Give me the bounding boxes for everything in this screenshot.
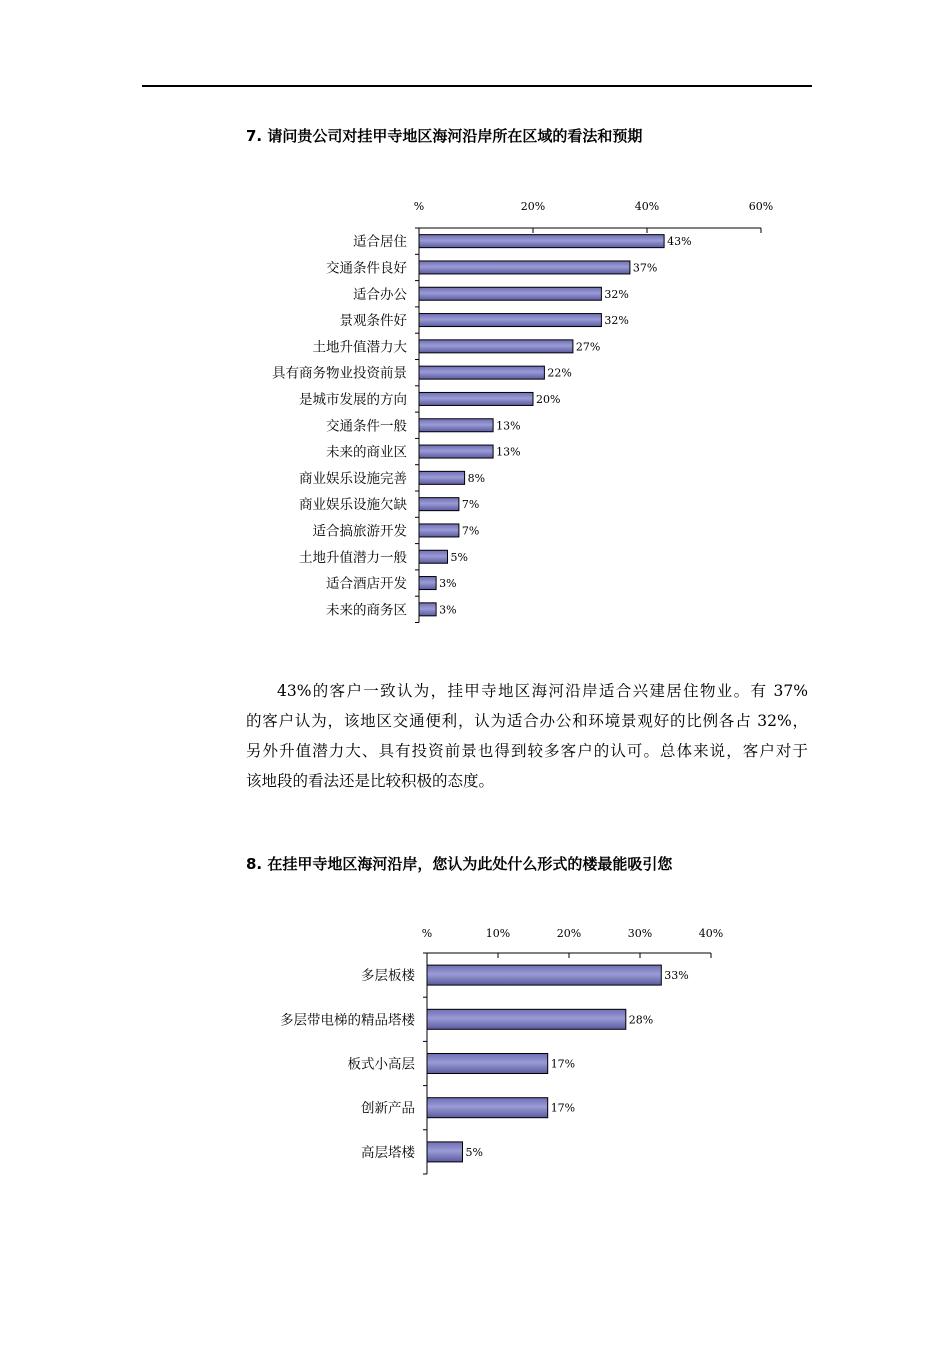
x-tick-label: 60% xyxy=(748,200,774,213)
category-label: 创新产品 xyxy=(361,1100,415,1117)
paragraph-line: 另外升值潜力大、具有投资前景也得到较多客户的认可。总体来说，客户对于 xyxy=(246,742,808,760)
category-label: 多层带电梯的精品塔楼 xyxy=(280,1012,415,1029)
data-label: 5% xyxy=(465,1145,483,1159)
bar xyxy=(419,524,459,537)
data-label: 3% xyxy=(439,577,457,591)
data-label: 37% xyxy=(632,261,658,275)
data-label: 28% xyxy=(628,1013,654,1027)
data-label: 3% xyxy=(439,603,457,617)
category-label: 适合酒店开发 xyxy=(326,576,407,593)
bar xyxy=(419,445,493,458)
bar xyxy=(419,471,465,484)
bar xyxy=(419,314,601,327)
category-label: 具有商务物业投资前景 xyxy=(272,365,407,382)
category-label: 未来的商业区 xyxy=(326,444,407,461)
category-label: 适合搞旅游开发 xyxy=(312,523,407,540)
chart-area-perception xyxy=(0,190,952,630)
data-label: 13% xyxy=(496,445,521,459)
bar xyxy=(427,1098,548,1118)
category-label: 是城市发展的方向 xyxy=(299,391,407,408)
category-label: 交通条件良好 xyxy=(326,260,407,277)
category-label: 板式小高层 xyxy=(347,1056,415,1073)
x-tick-label: 40% xyxy=(634,200,660,213)
category-label: 多层板楼 xyxy=(361,968,415,985)
paragraph-line: 43%的客户一致认为，挂甲寺地区海河沿岸适合兴建居住物业。有 37% xyxy=(277,682,808,700)
data-label: 32% xyxy=(604,314,629,328)
bar xyxy=(419,577,436,590)
bar xyxy=(427,1009,626,1029)
section-8-title: 8. 在挂甲寺地区海河沿岸，您认为此处什么形式的楼最能吸引您 xyxy=(246,855,673,873)
x-tick-label: 30% xyxy=(627,927,653,940)
bar xyxy=(419,235,664,248)
x-tick-label: 40% xyxy=(698,927,724,940)
category-label: 交通条件一般 xyxy=(326,418,407,435)
header-rule xyxy=(142,85,812,87)
bar xyxy=(419,603,436,616)
x-tick-label: % xyxy=(413,200,425,213)
bar xyxy=(419,392,533,405)
category-label: 商业娱乐设施完善 xyxy=(299,470,407,487)
paragraph-line: 的客户认为，该地区交通便利，认为适合办公和环境景观好的比例各占 32%， xyxy=(246,712,808,730)
bar xyxy=(419,261,630,274)
x-tick-label: 20% xyxy=(556,927,582,940)
bar xyxy=(427,965,661,985)
data-label: 22% xyxy=(547,366,572,380)
data-label: 27% xyxy=(575,340,601,354)
data-label: 32% xyxy=(604,287,629,301)
x-tick-label: 20% xyxy=(520,200,546,213)
category-label: 适合办公 xyxy=(353,286,407,303)
bar xyxy=(419,550,448,563)
data-label: 43% xyxy=(667,235,692,249)
bar xyxy=(419,366,544,379)
bar xyxy=(427,1054,548,1074)
data-label: 5% xyxy=(450,550,468,564)
bar xyxy=(419,340,573,353)
category-label: 土地升值潜力一般 xyxy=(299,549,407,566)
data-label: 17% xyxy=(550,1057,576,1071)
category-label: 商业娱乐设施欠缺 xyxy=(299,497,407,514)
bar xyxy=(419,287,601,300)
data-label: 33% xyxy=(664,969,689,983)
data-label: 7% xyxy=(461,498,480,512)
chart-building-preference xyxy=(0,920,952,1180)
data-label: 7% xyxy=(461,524,480,538)
x-tick-label: % xyxy=(421,927,433,940)
paragraph-line: 该地段的看法还是比较积极的态度。 xyxy=(246,772,495,790)
category-label: 高层塔楼 xyxy=(361,1144,415,1161)
category-label: 适合居住 xyxy=(353,234,407,251)
x-tick-label: 10% xyxy=(485,927,511,940)
bar xyxy=(419,498,459,511)
category-label: 土地升值潜力大 xyxy=(312,339,407,356)
bar xyxy=(419,419,493,432)
data-label: 13% xyxy=(496,419,521,433)
category-label: 景观条件好 xyxy=(339,313,407,330)
data-label: 20% xyxy=(536,392,561,406)
bar xyxy=(427,1142,463,1162)
summary-paragraph xyxy=(246,676,808,796)
data-label: 17% xyxy=(550,1101,576,1115)
category-label: 未来的商务区 xyxy=(326,602,407,619)
data-label: 8% xyxy=(467,471,486,485)
section-7-title: 7. 请问贵公司对挂甲寺地区海河沿岸所在区域的看法和预期 xyxy=(246,127,643,145)
